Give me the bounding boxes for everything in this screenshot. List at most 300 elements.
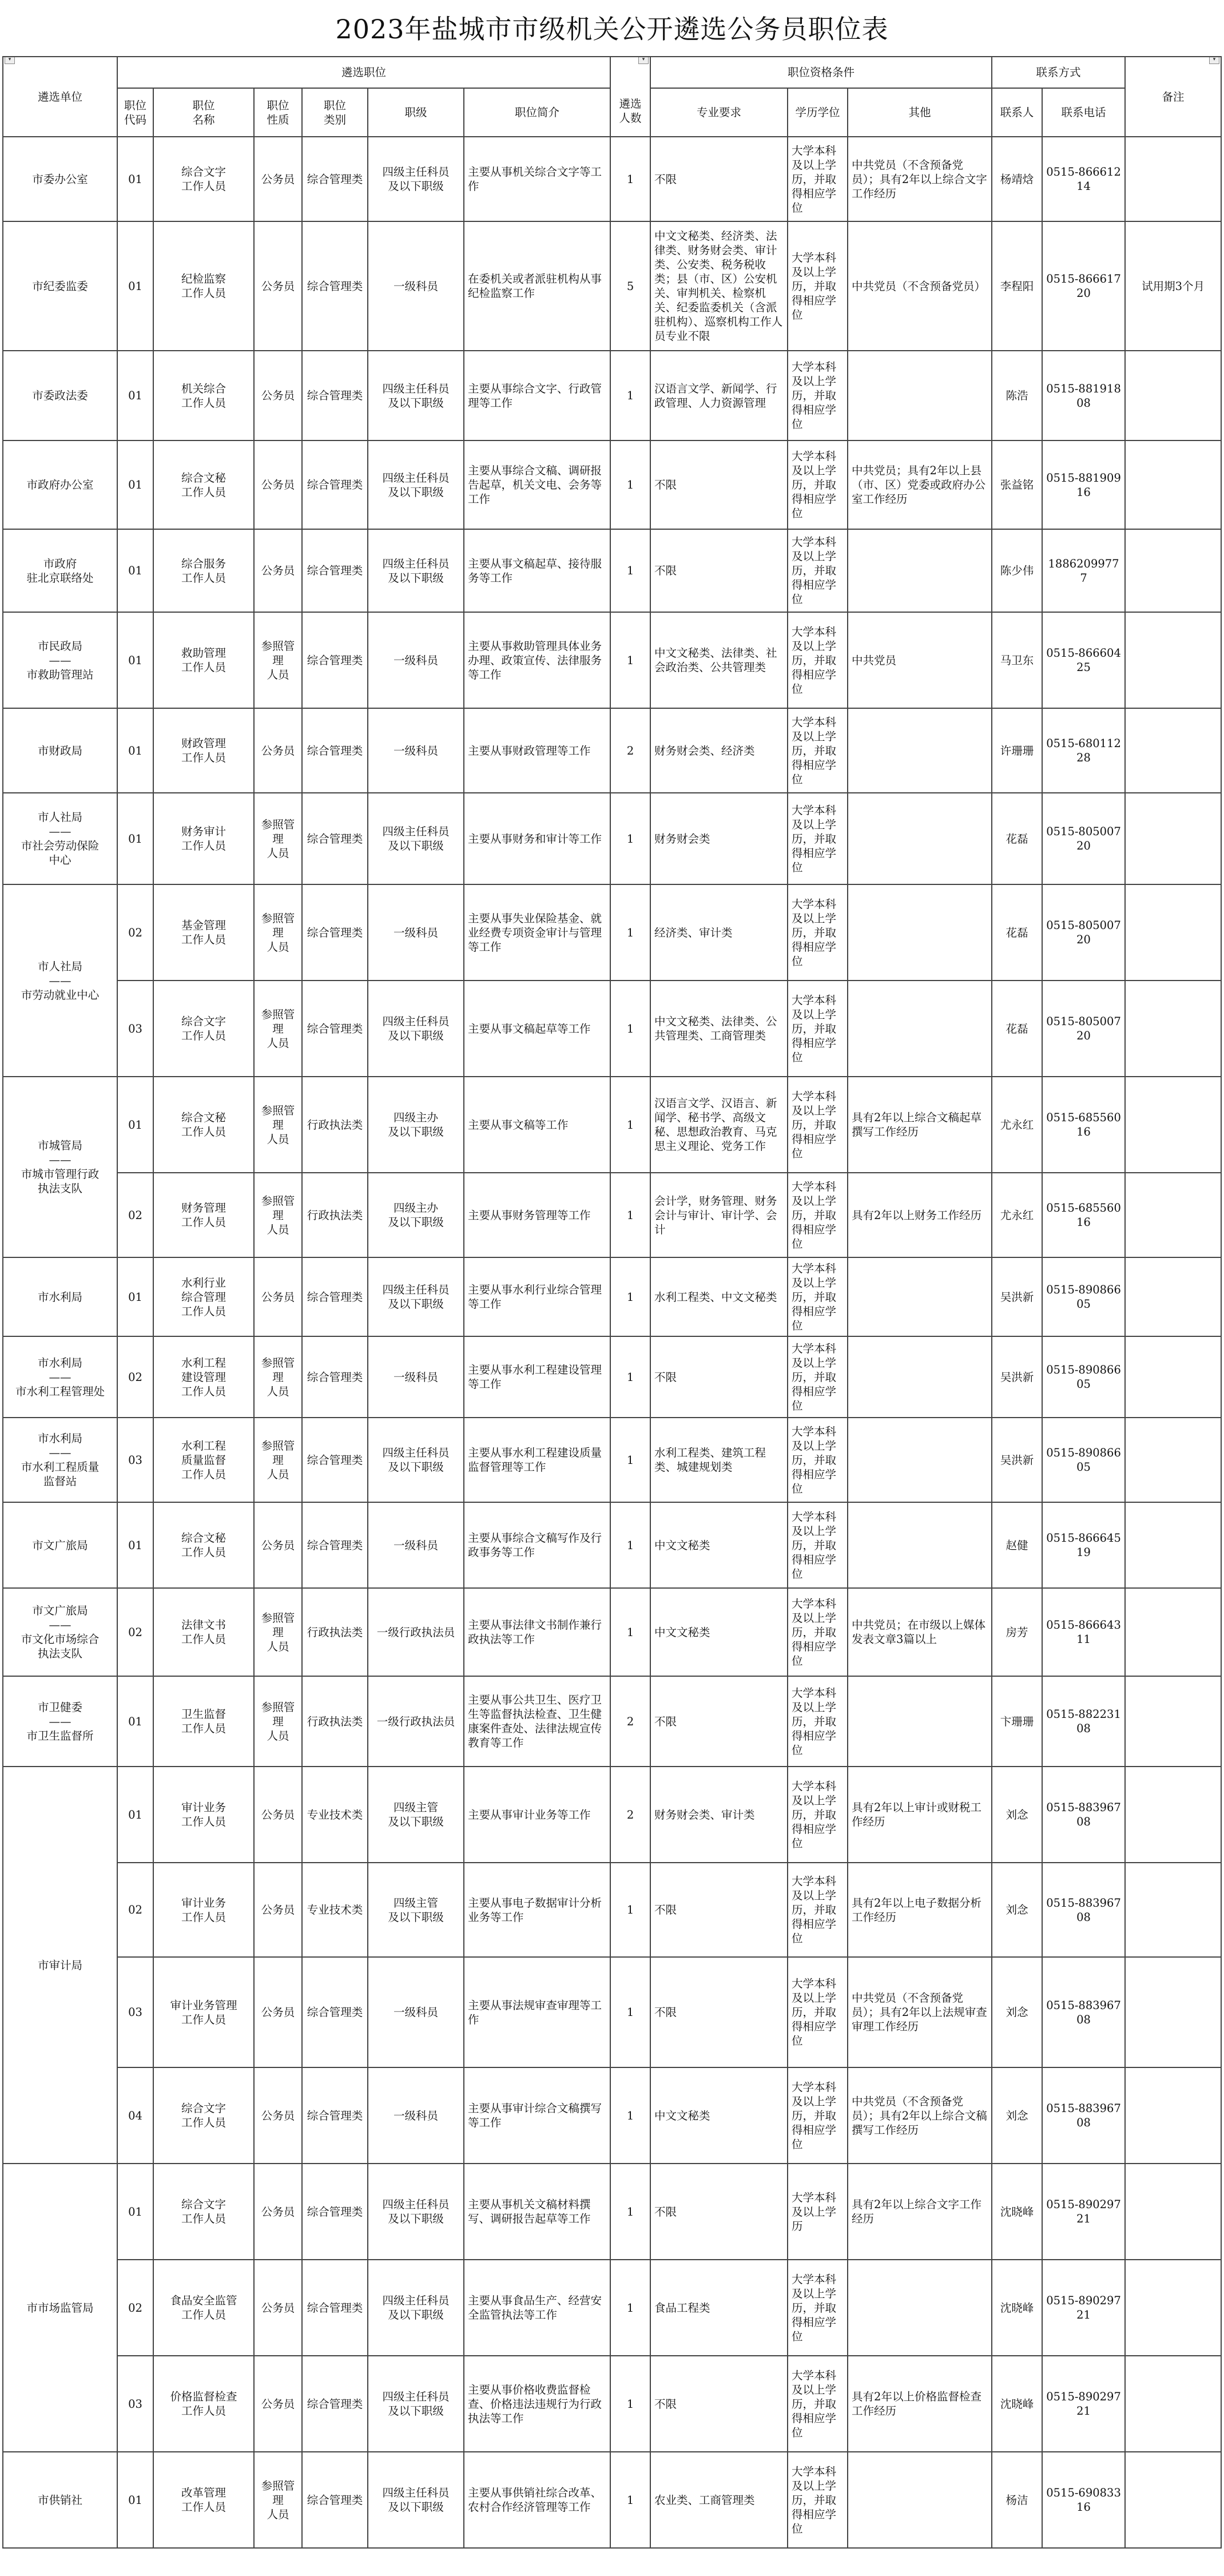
position-name: 水利工程 建设管理 工作人员 — [153, 1336, 254, 1418]
position-nature: 公务员 — [254, 1767, 302, 1863]
position-intro: 主要从事公共卫生、医疗卫生等监督执法检查、卫生健康案件查处、法律法规宣传教育等工作 — [464, 1676, 610, 1767]
remark — [1125, 708, 1221, 793]
position-category: 综合管理类 — [302, 1502, 368, 1588]
position-intro: 主要从事机关文稿材料撰写、调研报告起草等工作 — [464, 2164, 610, 2260]
education-requirement: 大学本科及以上学历，并取得相应学位 — [788, 1957, 848, 2067]
remark — [1125, 1173, 1221, 1257]
major-requirement: 不限 — [650, 2356, 788, 2452]
header-remark-label: 备注 — [1162, 90, 1185, 104]
other-requirement — [848, 2260, 992, 2356]
header-edu — [788, 88, 848, 137]
major-requirement: 不限 — [650, 529, 788, 612]
position-level: 四级主任科员 及以下职级 — [368, 2356, 464, 2452]
position-level: 一级科员 — [368, 612, 464, 708]
education-requirement: 大学本科及以上学历，并取得相应学位 — [788, 1257, 848, 1336]
position-name: 基金管理 工作人员 — [153, 884, 254, 981]
major-requirement: 中文文秘类 — [650, 2067, 788, 2164]
headcount: 1 — [610, 612, 650, 708]
position-category: 综合管理类 — [302, 2452, 368, 2548]
unit-name: 市市场监管局 — [3, 2164, 117, 2452]
position-name: 综合文秘 工作人员 — [153, 1502, 254, 1588]
position-intro: 主要从事法律文书制作兼行政执法等工作 — [464, 1588, 610, 1676]
table-row — [3, 529, 1221, 612]
contact-person: 马卫东 — [992, 612, 1042, 708]
position-category: 综合管理类 — [302, 2067, 368, 2164]
header-nature-label: 职位 性质 — [267, 98, 289, 126]
header-level-label: 职级 — [404, 106, 427, 119]
contact-phone: 0515-68556016 — [1042, 1173, 1125, 1257]
position-category: 综合管理类 — [302, 708, 368, 793]
major-requirement: 财务财会类、经济类 — [650, 708, 788, 793]
position-name: 综合文字 工作人员 — [153, 137, 254, 221]
contact-phone: 0515-68556016 — [1042, 1077, 1125, 1173]
position-intro: 主要从事法规审查审理等工作 — [464, 1957, 610, 2067]
contact-phone: 0515-89029721 — [1042, 2356, 1125, 2452]
position-level: 四级主管 及以下职级 — [368, 1863, 464, 1957]
position-category: 行政执法类 — [302, 1173, 368, 1257]
position-intro: 主要从事供销社综合改革、农村合作经济管理等工作 — [464, 2452, 610, 2548]
contact-person: 卞珊珊 — [992, 1676, 1042, 1767]
filter-dropdown-icon[interactable]: ▾ — [1209, 57, 1219, 64]
unit-name: 市政府 驻北京联络处 — [3, 529, 117, 612]
position-intro: 主要从事综合文字、行政管理等工作 — [464, 351, 610, 440]
unit-name: 市水利局 — [3, 1257, 117, 1336]
other-requirement: 中共党员；具有2年以上县（市、区）党委或政府办公室工作经历 — [848, 440, 992, 529]
major-requirement: 不限 — [650, 137, 788, 221]
position-intro: 主要从事财政管理等工作 — [464, 708, 610, 793]
position-intro: 主要从事审计业务等工作 — [464, 1767, 610, 1863]
header-unit-label: 遴选单位 — [37, 90, 82, 104]
position-code: 04 — [117, 2067, 153, 2164]
position-level: 四级主任科员 及以下职级 — [368, 137, 464, 221]
contact-person: 沈晓峰 — [992, 2356, 1042, 2452]
position-level: 四级主任科员 及以下职级 — [368, 1257, 464, 1336]
position-level: 四级主任科员 及以下职级 — [368, 351, 464, 440]
position-code: 03 — [117, 2356, 153, 2452]
remark — [1125, 1502, 1221, 1588]
position-nature: 参照管理 人员 — [254, 1336, 302, 1418]
other-requirement: 具有2年以上财务工作经历 — [848, 1173, 992, 1257]
position-level: 一级科员 — [368, 1336, 464, 1418]
header-name-label: 职位 名称 — [192, 98, 215, 126]
position-name: 财务管理 工作人员 — [153, 1173, 254, 1257]
headcount: 1 — [610, 1077, 650, 1173]
position-level: 四级主任科员 及以下职级 — [368, 1418, 464, 1502]
position-nature: 公务员 — [254, 1502, 302, 1588]
major-requirement: 财务财会类、审计类 — [650, 1767, 788, 1863]
position-code: 01 — [117, 2452, 153, 2548]
remark — [1125, 1676, 1221, 1767]
position-name: 水利行业 综合管理 工作人员 — [153, 1257, 254, 1336]
position-name: 审计业务 工作人员 — [153, 1767, 254, 1863]
position-level: 四级主管 及以下职级 — [368, 1767, 464, 1863]
other-requirement: 中共党员（不含预备党员）；具有2年以上综合文稿撰写工作经历 — [848, 2067, 992, 2164]
major-requirement: 汉语言文学、汉语言、新闻学、秘书学、高级文秘、思想政治教育、马克思主义理论、党务工作 — [650, 1077, 788, 1173]
education-requirement: 大学本科及以上学历，并取得相应学位 — [788, 981, 848, 1077]
position-code: 03 — [117, 981, 153, 1077]
position-nature: 参照管理 人员 — [254, 2452, 302, 2548]
headcount: 1 — [610, 440, 650, 529]
unit-name: 市卫健委 —— 市卫生监督所 — [3, 1676, 117, 1767]
position-nature: 公务员 — [254, 529, 302, 612]
contact-person: 刘念 — [992, 1863, 1042, 1957]
contact-person: 杨洁 — [992, 2452, 1042, 2548]
contact-phone: 0515-68011228 — [1042, 708, 1125, 793]
position-nature: 公务员 — [254, 2067, 302, 2164]
position-level: 一级科员 — [368, 708, 464, 793]
position-level: 一级科员 — [368, 884, 464, 981]
other-requirement: 具有2年以上综合文稿起草撰写工作经历 — [848, 1077, 992, 1173]
remark — [1125, 884, 1221, 981]
header-name — [153, 88, 254, 137]
education-requirement: 大学本科及以上学历，并取得相应学位 — [788, 351, 848, 440]
position-nature: 公务员 — [254, 2260, 302, 2356]
position-category: 专业技术类 — [302, 1863, 368, 1957]
position-name: 综合文字 工作人员 — [153, 2164, 254, 2260]
other-requirement — [848, 1676, 992, 1767]
position-name: 食品安全监管 工作人员 — [153, 2260, 254, 2356]
position-intro: 主要从事机关综合文字等工作 — [464, 137, 610, 221]
header-category — [302, 88, 368, 137]
contact-phone: 0515-80500720 — [1042, 981, 1125, 1077]
position-name: 综合文秘 工作人员 — [153, 440, 254, 529]
position-nature: 参照管理 人员 — [254, 981, 302, 1077]
other-requirement: 具有2年以上综合文字工作经历 — [848, 2164, 992, 2260]
education-requirement: 大学本科及以上学历，并取得相应学位 — [788, 221, 848, 351]
position-code: 03 — [117, 1957, 153, 2067]
headcount: 2 — [610, 1676, 650, 1767]
education-requirement: 大学本科及以上学历，并取得相应学位 — [788, 884, 848, 981]
position-code: 03 — [117, 1418, 153, 1502]
major-requirement: 会计学，财务管理、财务会计与审计、审计学、会计 — [650, 1173, 788, 1257]
position-category: 综合管理类 — [302, 440, 368, 529]
contact-phone: 0515-89029721 — [1042, 2260, 1125, 2356]
position-level: 四级主办 及以下职级 — [368, 1173, 464, 1257]
header-intro-label: 职位简介 — [515, 106, 560, 119]
other-requirement — [848, 1502, 992, 1588]
position-nature: 公务员 — [254, 221, 302, 351]
remark — [1125, 1077, 1221, 1173]
remark — [1125, 612, 1221, 708]
position-intro: 主要从事电子数据审计分析业务等工作 — [464, 1863, 610, 1957]
position-category: 综合管理类 — [302, 1336, 368, 1418]
filter-dropdown-icon[interactable]: ▾ — [5, 57, 15, 64]
major-requirement: 水利工程类、建筑工程类、城建规划类 — [650, 1418, 788, 1502]
headcount: 1 — [610, 981, 650, 1077]
unit-name: 市民政局 —— 市救助管理站 — [3, 612, 117, 708]
education-requirement: 大学本科及以上学历，并取得相应学位 — [788, 2356, 848, 2452]
position-code: 01 — [117, 612, 153, 708]
major-requirement: 不限 — [650, 1863, 788, 1957]
table-row — [3, 708, 1221, 793]
position-category: 综合管理类 — [302, 793, 368, 884]
position-name: 机关综合 工作人员 — [153, 351, 254, 440]
headcount: 1 — [610, 2067, 650, 2164]
position-name: 纪检监察 工作人员 — [153, 221, 254, 351]
table-row — [3, 1676, 1221, 1767]
position-intro: 主要从事食品生产、经营安全监管执法等工作 — [464, 2260, 610, 2356]
position-category: 综合管理类 — [302, 2356, 368, 2452]
position-name: 综合文字 工作人员 — [153, 981, 254, 1077]
other-requirement — [848, 529, 992, 612]
position-nature: 参照管理 人员 — [254, 884, 302, 981]
position-level: 四级主任科员 及以下职级 — [368, 793, 464, 884]
position-nature: 公务员 — [254, 1957, 302, 2067]
position-code: 02 — [117, 1863, 153, 1957]
position-intro: 主要从事水利行业综合管理等工作 — [464, 1257, 610, 1336]
other-requirement — [848, 351, 992, 440]
position-code: 01 — [117, 1077, 153, 1173]
remark — [1125, 793, 1221, 884]
major-requirement: 食品工程类 — [650, 2260, 788, 2356]
unit-name: 市财政局 — [3, 708, 117, 793]
contact-phone: 0515-88396708 — [1042, 1957, 1125, 2067]
contact-phone: 0515-86661214 — [1042, 137, 1125, 221]
table-row — [3, 1336, 1221, 1418]
header-qual-group — [650, 57, 992, 88]
table-row — [3, 2067, 1221, 2164]
contact-person: 陈少伟 — [992, 529, 1042, 612]
education-requirement: 大学本科及以上学历，并取得相应学位 — [788, 793, 848, 884]
contact-person: 李程阳 — [992, 221, 1042, 351]
position-name: 审计业务 工作人员 — [153, 1863, 254, 1957]
header-contact-group-label: 联系方式 — [1036, 66, 1081, 79]
position-category: 综合管理类 — [302, 2260, 368, 2356]
major-requirement: 中文文秘类 — [650, 1502, 788, 1588]
header-other — [848, 88, 992, 137]
headcount: 1 — [610, 529, 650, 612]
other-requirement — [848, 1257, 992, 1336]
other-requirement: 中共党员（不含预备党员）；具有2年以上综合文字工作经历 — [848, 137, 992, 221]
remark — [1125, 1767, 1221, 1863]
contact-phone: 0515-69083316 — [1042, 2452, 1125, 2548]
contact-person: 吴洪新 — [992, 1257, 1042, 1336]
position-level: 四级主任科员 及以下职级 — [368, 2452, 464, 2548]
headcount: 1 — [610, 884, 650, 981]
unit-name: 市水利局 —— 市水利工程管理处 — [3, 1336, 117, 1418]
position-category: 综合管理类 — [302, 1957, 368, 2067]
position-level: 一级科员 — [368, 1502, 464, 1588]
header-code-label: 职位 代码 — [124, 98, 146, 126]
remark — [1125, 981, 1221, 1077]
position-nature: 公务员 — [254, 708, 302, 793]
other-requirement: 具有2年以上价格监督检查工作经历 — [848, 2356, 992, 2452]
unit-name: 市文广旅局 — [3, 1502, 117, 1588]
position-nature: 参照管理 人员 — [254, 1588, 302, 1676]
position-category: 行政执法类 — [302, 1077, 368, 1173]
header-level — [368, 88, 464, 137]
headcount: 1 — [610, 351, 650, 440]
position-intro: 主要从事综合文稿、调研报告起草，机关文电、会务等工作 — [464, 440, 610, 529]
position-nature: 参照管理 人员 — [254, 1676, 302, 1767]
contact-person: 花磊 — [992, 884, 1042, 981]
position-nature: 参照管理 人员 — [254, 1173, 302, 1257]
position-intro: 主要从事财务管理等工作 — [464, 1173, 610, 1257]
contact-phone: 0515-89086605 — [1042, 1418, 1125, 1502]
header-edu-label: 学历学位 — [795, 106, 840, 119]
position-category: 综合管理类 — [302, 612, 368, 708]
headcount: 1 — [610, 1173, 650, 1257]
table-row — [3, 1502, 1221, 1588]
table-row — [3, 884, 1221, 981]
header-unit — [3, 57, 117, 137]
position-code: 01 — [117, 708, 153, 793]
remark — [1125, 440, 1221, 529]
education-requirement: 大学本科及以上学历，并取得相应学位 — [788, 2067, 848, 2164]
filter-dropdown-icon[interactable]: ▾ — [638, 57, 649, 64]
position-nature: 参照管理 人员 — [254, 1077, 302, 1173]
remark — [1125, 351, 1221, 440]
position-nature: 公务员 — [254, 2164, 302, 2260]
contact-person: 刘念 — [992, 1767, 1042, 1863]
position-nature: 公务员 — [254, 2356, 302, 2452]
contact-phone: 0515-86661720 — [1042, 221, 1125, 351]
major-requirement: 不限 — [650, 1676, 788, 1767]
position-name: 综合文秘 工作人员 — [153, 1077, 254, 1173]
remark — [1125, 1957, 1221, 2067]
education-requirement: 大学本科及以上学历，并取得相应学位 — [788, 2260, 848, 2356]
position-category: 专业技术类 — [302, 1767, 368, 1863]
unit-name: 市人社局 —— 市社会劳动保险 中心 — [3, 793, 117, 884]
contact-person: 尤永红 — [992, 1077, 1042, 1173]
position-intro: 主要从事价格收费监督检查、价格违法违规行为行政执法等工作 — [464, 2356, 610, 2452]
header-major-label: 专业要求 — [697, 106, 742, 119]
position-intro: 主要从事水利工程建设管理等工作 — [464, 1336, 610, 1418]
position-level: 一级科员 — [368, 2067, 464, 2164]
contact-person: 张益铭 — [992, 440, 1042, 529]
position-level: 四级主任科员 及以下职级 — [368, 2260, 464, 2356]
contact-person: 花磊 — [992, 981, 1042, 1077]
contact-phone: 0515-80500720 — [1042, 793, 1125, 884]
header-contact-group — [992, 57, 1125, 88]
contact-phone: 0515-88191808 — [1042, 351, 1125, 440]
position-code: 02 — [117, 1173, 153, 1257]
contact-person: 房芳 — [992, 1588, 1042, 1676]
remark — [1125, 1588, 1221, 1676]
position-name: 水利工程 质量监督 工作人员 — [153, 1418, 254, 1502]
header-contact-label: 联系人 — [1000, 106, 1034, 119]
position-intro: 主要从事文稿起草、接待服务等工作 — [464, 529, 610, 612]
contact-phone: 0515-89086605 — [1042, 1336, 1125, 1418]
contact-phone: 0515-88396708 — [1042, 1863, 1125, 1957]
contact-phone: 0515-88223108 — [1042, 1676, 1125, 1767]
headcount: 1 — [610, 2452, 650, 2548]
major-requirement: 中文文秘类、法律类、社会政治类、公共管理类 — [650, 612, 788, 708]
position-name: 财务审计 工作人员 — [153, 793, 254, 884]
headcount: 1 — [610, 1588, 650, 1676]
education-requirement: 大学本科及以上学历，并取得相应学位 — [788, 1863, 848, 1957]
headcount: 1 — [610, 2164, 650, 2260]
header-count — [610, 57, 650, 137]
other-requirement: 中共党员；在市级以上媒体发表文章3篇以上 — [848, 1588, 992, 1676]
unit-name: 市人社局 —— 市劳动就业中心 — [3, 884, 117, 1077]
positions-table — [2, 56, 1222, 2549]
unit-name: 市委办公室 — [3, 137, 117, 221]
major-requirement: 水利工程类、中文文秘类 — [650, 1257, 788, 1336]
position-intro: 主要从事财务和审计等工作 — [464, 793, 610, 884]
header-contact — [992, 88, 1042, 137]
unit-name: 市城管局 —— 市城市管理行政 执法支队 — [3, 1077, 117, 1257]
contact-person: 尤永红 — [992, 1173, 1042, 1257]
header-position-group-label: 遴选职位 — [341, 66, 387, 79]
education-requirement: 大学本科及以上学历，并取得相应学位 — [788, 1676, 848, 1767]
major-requirement: 农业类、工商管理类 — [650, 2452, 788, 2548]
major-requirement: 不限 — [650, 2164, 788, 2260]
education-requirement: 大学本科及以上学历，并取得相应学位 — [788, 1336, 848, 1418]
page-title: 2023年盐城市市级机关公开遴选公务员职位表 — [335, 13, 889, 45]
education-requirement: 大学本科及以上学历，并取得相应学位 — [788, 708, 848, 793]
contact-phone: 0515-89086605 — [1042, 1257, 1125, 1336]
position-intro: 主要从事文稿等工作 — [464, 1077, 610, 1173]
contact-person: 杨靖焓 — [992, 137, 1042, 221]
remark — [1125, 2164, 1221, 2260]
position-code: 01 — [117, 1676, 153, 1767]
contact-person: 沈晓峰 — [992, 2260, 1042, 2356]
contact-person: 吴洪新 — [992, 1336, 1042, 1418]
education-requirement: 大学本科及以上学历，并取得相应学位 — [788, 1418, 848, 1502]
contact-phone: 18862099777 — [1042, 529, 1125, 612]
other-requirement — [848, 884, 992, 981]
position-category: 综合管理类 — [302, 351, 368, 440]
headcount: 1 — [610, 1257, 650, 1336]
remark: 试用期3个月 — [1125, 221, 1221, 351]
position-level: 四级主任科员 及以下职级 — [368, 2164, 464, 2260]
position-level: 一级行政执法员 — [368, 1676, 464, 1767]
position-level: 四级主任科员 及以下职级 — [368, 981, 464, 1077]
position-code: 01 — [117, 351, 153, 440]
position-nature: 公务员 — [254, 137, 302, 221]
remark — [1125, 2356, 1221, 2452]
remark — [1125, 1863, 1221, 1957]
positions-table-body — [3, 137, 1221, 2548]
major-requirement: 不限 — [650, 1957, 788, 2067]
contact-phone: 0515-80500720 — [1042, 884, 1125, 981]
position-category: 综合管理类 — [302, 981, 368, 1077]
education-requirement: 大学本科及以上学历，并取得相应学位 — [788, 137, 848, 221]
position-code: 02 — [117, 1336, 153, 1418]
other-requirement: 具有2年以上电子数据分析工作经历 — [848, 1863, 992, 1957]
other-requirement — [848, 981, 992, 1077]
headcount: 1 — [610, 2356, 650, 2452]
position-category: 综合管理类 — [302, 1257, 368, 1336]
position-nature: 公务员 — [254, 440, 302, 529]
remark — [1125, 1336, 1221, 1418]
table-row — [3, 1418, 1221, 1502]
headcount: 2 — [610, 708, 650, 793]
major-requirement: 中文文秘类 — [650, 1588, 788, 1676]
position-code: 02 — [117, 1588, 153, 1676]
position-name: 卫生监督 工作人员 — [153, 1676, 254, 1767]
education-requirement: 大学本科及以上学历，并取得相应学位 — [788, 1588, 848, 1676]
position-name: 改革管理 工作人员 — [153, 2452, 254, 2548]
position-category: 行政执法类 — [302, 1588, 368, 1676]
table-row — [3, 1588, 1221, 1676]
position-category: 综合管理类 — [302, 221, 368, 351]
position-code: 01 — [117, 1257, 153, 1336]
table-row — [3, 2356, 1221, 2452]
position-intro: 主要从事审计综合文稿撰写等工作 — [464, 2067, 610, 2164]
headcount: 2 — [610, 1767, 650, 1863]
position-code: 02 — [117, 2260, 153, 2356]
table-row — [3, 981, 1221, 1077]
position-intro: 在委机关或者派驻机构从事纪检监察工作 — [464, 221, 610, 351]
position-code: 01 — [117, 2164, 153, 2260]
major-requirement: 财务财会类 — [650, 793, 788, 884]
position-code: 01 — [117, 1767, 153, 1863]
position-nature: 公务员 — [254, 351, 302, 440]
position-level: 一级科员 — [368, 221, 464, 351]
header-category-label: 职位 类别 — [323, 98, 346, 126]
